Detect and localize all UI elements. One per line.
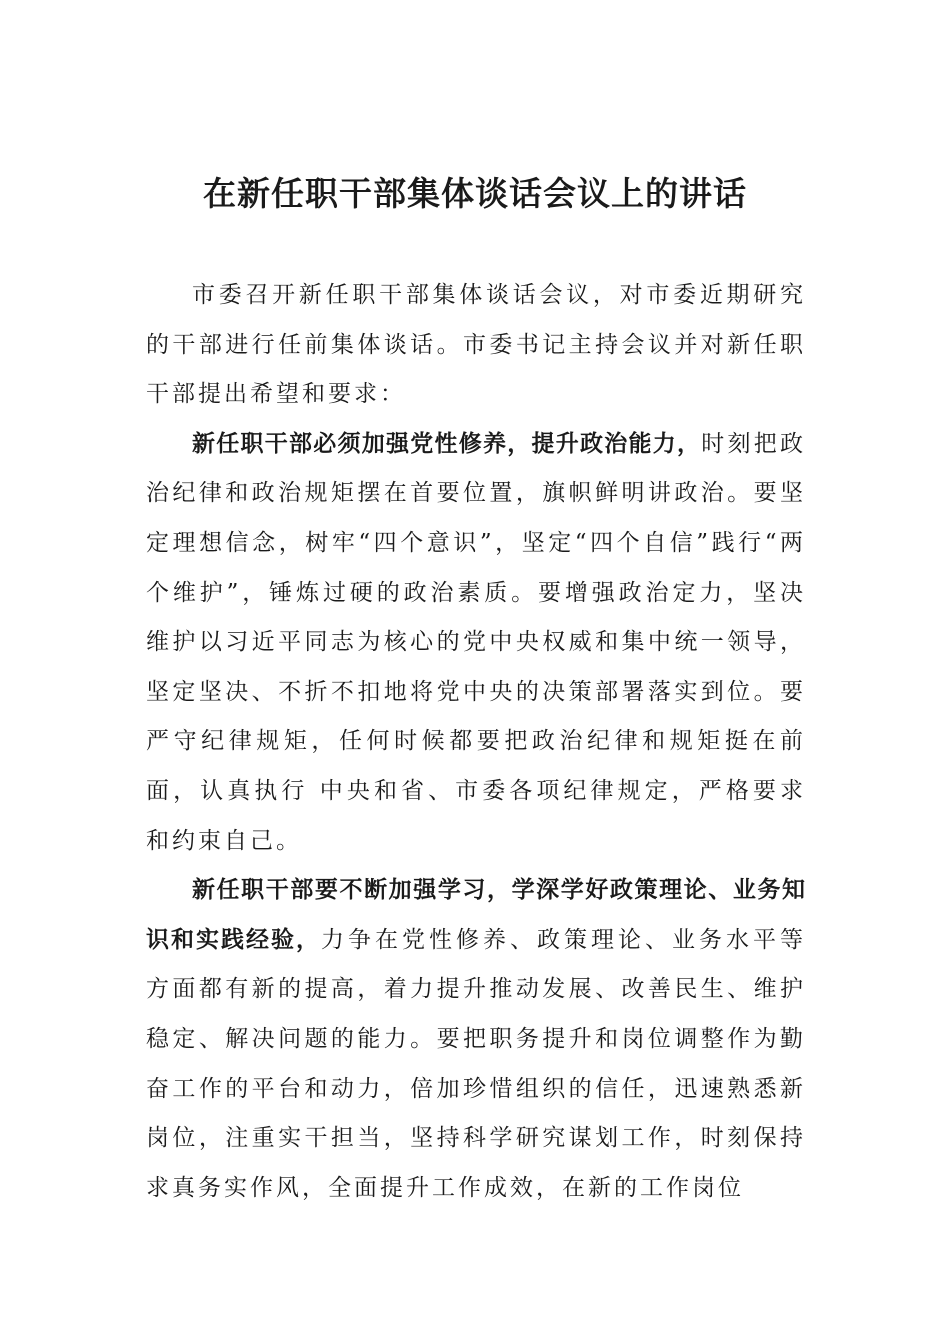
paragraph-study [146,866,806,1213]
paragraph-text: 时刻把政治纪律和政治规矩摆在首要位置，旗帜鲜明讲政治。要坚定理想信念，树牢“四个意识”，坚定“四个自信”践行“两个维护”，锤炼过硬的政治素质。要增强政治定力，坚决维护以习近平同志为核心的党中央权威和集中统一领导，坚定坚决、不折不扣地将党中央的决策部署落实到位。要严守纪律规矩，任何时候都要把政治纪律和规矩挺在前面，认真执行 中央和省、市委各项纪律规定，严格要求和约束自己。 [146,430,806,854]
paragraph-lead: 新任职干部必须加强党性修养，提升政治能力， [192,430,702,457]
document-body [146,271,806,1213]
document-title: 在新任职干部集体谈话会议上的讲话 [203,174,747,213]
paragraph-intro [146,271,806,420]
paragraph-text: 力争在党性修养、政策理论、业务水平等方面都有新的提高，着力提升推动发展、改善民生、维护稳定、解决问题的能力。要把职务提升和岗位调整作为勤奋工作的平台和动力，倍加珍惜组织的信任，迅速熟悉新岗位，注重实干担当，坚持科学研究谋划工作，时刻保持求真务实作风，全面提升工作成效，在新的工作岗位 [146,926,806,1201]
paragraph-political-ability [146,420,806,866]
paragraph-lead: 新任职干部要不断加强学习，学深学好政策理论、业务知识和实践经验， [146,877,806,953]
paragraph-text: 市委召开新任职干部集体谈话会议，对市委近期研究的干部进行任前集体谈话。市委书记主持会议并对新任职干部提出希望和要求： [146,282,806,408]
